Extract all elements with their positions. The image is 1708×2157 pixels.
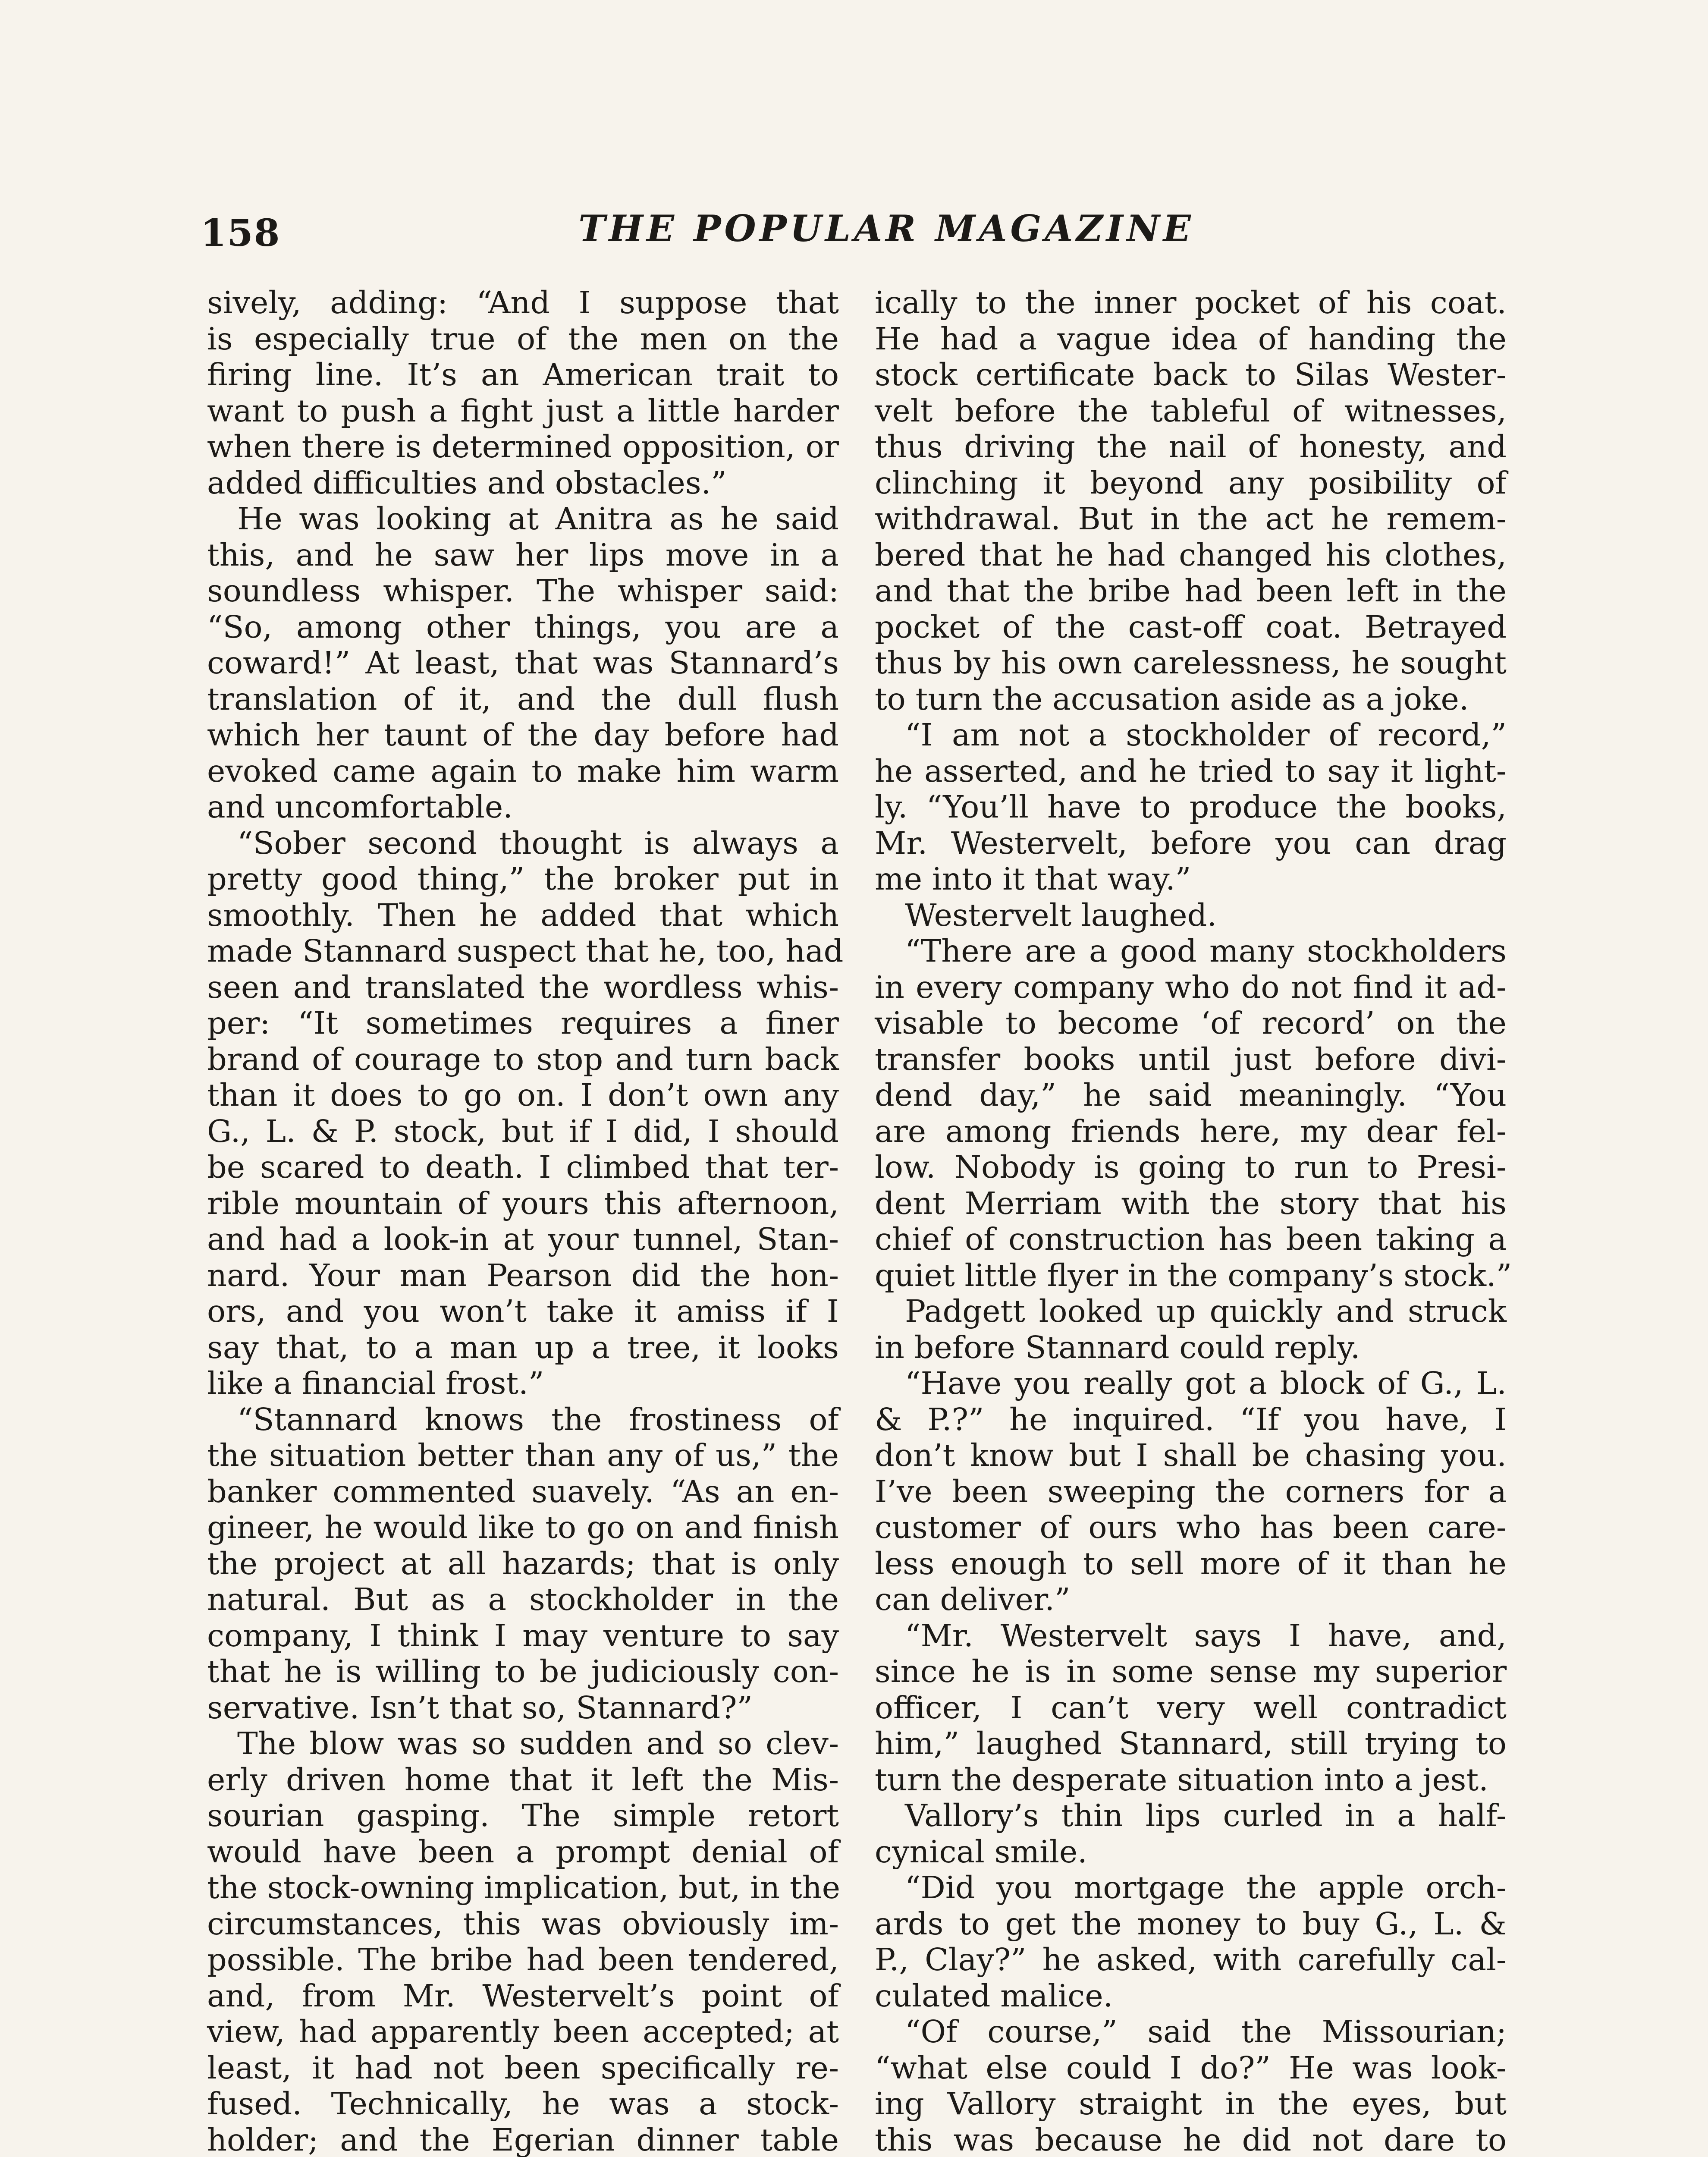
text-line: “what else could I do?” He was look- [875, 2050, 1507, 2086]
text-line: smoothly. Then he added that which [207, 897, 839, 933]
text-line: company, I think I may venture to say [207, 1617, 839, 1654]
text-line: in every company who do not find it ad- [875, 969, 1507, 1005]
text-line: “I am not a stockholder of record,” [905, 717, 1507, 753]
text-line: would have been a prompt denial of [207, 1833, 839, 1870]
text-line: this, and he saw her lips move in a [207, 537, 839, 573]
text-line: “Have you really got a block of G., L. [905, 1365, 1507, 1401]
text-line: gineer, he would like to go on and finish [207, 1509, 839, 1545]
text-line: than it does to go on. I don’t own any [207, 1077, 839, 1113]
text-line: The blow was so sudden and so clev- [237, 1726, 839, 1761]
text-line: & P.?” he inquired. “If you have, I [875, 1401, 1507, 1437]
text-line: ors, and you won’t take it amiss if I [207, 1293, 839, 1329]
text-line: and, from Mr. Westervelt’s point of [207, 1978, 839, 2014]
text-line: in before Stannard could reply. [875, 1329, 1360, 1365]
text-line: G., L. & P. stock, but if I did, I should [207, 1113, 839, 1149]
text-line: thus by his own carelessness, he sought [875, 645, 1507, 681]
text-line: per: “It sometimes requires a finer [207, 1005, 839, 1041]
text-line: translation of it, and the dull flush [207, 681, 839, 717]
text-line: circumstances, this was obviously im- [207, 1905, 839, 1942]
text-line: don’t know but I shall be chasing you. [875, 1437, 1507, 1473]
text-line: customer of ours who has been care- [875, 1509, 1507, 1545]
text-line: coward!” At least, that was Stannard’s [207, 645, 839, 681]
text-line: added difficulties and obstacles.” [207, 465, 727, 501]
text-line: can deliver.” [875, 1582, 1071, 1617]
text-line: to turn the accusation aside as a joke. [875, 681, 1469, 717]
text-line: “There are a good many stockholders [905, 933, 1507, 969]
text-line: ing Vallory straight in the eyes, but [875, 2086, 1507, 2122]
text-line: sively, adding: “And I suppose that [207, 285, 839, 321]
text-line: “Stannard knows the frostiness of [237, 1401, 839, 1437]
text-line: and uncomfortable. [207, 789, 513, 825]
text-line: erly driven home that it left the Mis- [207, 1761, 839, 1798]
text-line: say that, to a man up a tree, it looks [207, 1329, 839, 1365]
text-line: natural. But as a stockholder in the [207, 1582, 839, 1617]
text-line: bered that he had changed his clothes, [875, 537, 1507, 573]
text-line: transfer books until just before divi- [875, 1041, 1507, 1077]
text-line: low. Nobody is going to run to Presi- [875, 1149, 1507, 1185]
text-line: culated malice. [875, 1978, 1113, 2014]
text-line: officer, I can’t very well contradict [875, 1689, 1507, 1726]
text-line: servative. Isn’t that so, Stannard?” [207, 1689, 753, 1726]
text-line: Padgett looked up quickly and struck [905, 1293, 1507, 1329]
text-line: thus driving the nail of honesty, and [875, 429, 1507, 465]
text-line: which her taunt of the day before had [207, 717, 839, 753]
text-line: brand of courage to stop and turn back [207, 1041, 839, 1077]
text-line: pocket of the cast-off coat. Betrayed [875, 609, 1507, 645]
text-line: withdrawal. But in the act he remem- [875, 501, 1507, 537]
text-line: the project at all hazards; that is only [207, 1545, 839, 1582]
text-line: banker commented suavely. “As an en- [207, 1473, 839, 1509]
text-line: ically to the inner pocket of his coat. [875, 285, 1507, 321]
text-line: this was because he did not dare to [875, 2122, 1507, 2157]
running-head: THE POPULAR MAGAZINE [578, 207, 1194, 250]
text-line: sourian gasping. The simple retort [207, 1798, 839, 1833]
text-line: “Sober second thought is always a [237, 825, 839, 861]
text-line: less enough to sell more of it than he [875, 1545, 1507, 1582]
text-line: nard. Your man Pearson did the hon- [207, 1257, 839, 1293]
text-line: P., Clay?” he asked, with carefully cal- [875, 1942, 1507, 1978]
text-line: rible mountain of yours this afternoon, [207, 1185, 839, 1221]
text-line: view, had apparently been accepted; at [207, 2014, 839, 2050]
text-line: He was looking at Anitra as he said [237, 501, 839, 537]
text-line: clinching it beyond any posibility of [875, 465, 1507, 501]
text-line: chief of construction has been taking a [875, 1221, 1507, 1257]
text-line: and that the bribe had been left in the [875, 573, 1507, 609]
text-line: “Of course,” said the Missourian; [905, 2014, 1507, 2050]
text-line: firing line. It’s an American trait to [207, 357, 839, 393]
text-line: possible. The bribe had been tendered, [207, 1942, 839, 1978]
text-line: “Did you mortgage the apple orch- [905, 1870, 1507, 1905]
text-line: I’ve been sweeping the corners for a [875, 1473, 1507, 1509]
text-line: holder; and the Egerian dinner table [207, 2122, 839, 2157]
text-line: cynical smile. [875, 1833, 1087, 1870]
text-line: him,” laughed Stannard, still trying to [875, 1726, 1507, 1761]
text-line: visable to become ‘of record’ on the [875, 1005, 1507, 1041]
text-line: “Mr. Westervelt says I have, and, [905, 1617, 1507, 1654]
text-line: when there is determined opposition, or [207, 429, 839, 465]
page-number: 158 [201, 211, 281, 255]
text-line: since he is in some sense my superior [875, 1654, 1507, 1689]
text-line: pretty good thing,” the broker put in [207, 861, 839, 897]
text-line: Westervelt laughed. [905, 897, 1217, 933]
text-line: dend day,” he said meaningly. “You [875, 1077, 1507, 1113]
text-line: turn the desperate situation into a jest. [875, 1761, 1488, 1798]
text-line: like a financial frost.” [207, 1365, 544, 1401]
right-text-column [875, 285, 1512, 2157]
text-line: stock certificate back to Silas Wester- [875, 357, 1507, 393]
text-line: the stock-owning implication, but, in the [207, 1870, 841, 1905]
text-line: “So, among other things, you are a [207, 609, 839, 645]
text-line: He had a vague idea of handing the [875, 321, 1507, 357]
text-line: be scared to death. I climbed that ter- [207, 1149, 839, 1185]
text-line: and had a look-in at your tunnel, Stan- [207, 1221, 839, 1257]
text-line: made Stannard suspect that he, too, had [207, 933, 844, 969]
text-line: want to push a fight just a little harder [207, 393, 839, 429]
text-line: velt before the tableful of witnesses, [875, 393, 1507, 429]
text-line: Vallory’s thin lips curled in a half- [905, 1798, 1507, 1833]
text-line: me into it that way.” [875, 861, 1191, 897]
text-line: fused. Technically, he was a stock- [207, 2086, 839, 2122]
text-line: are among friends here, my dear fel- [875, 1113, 1507, 1149]
text-line: ards to get the money to buy G., L. & [875, 1905, 1507, 1942]
text-line: least, it had not been specifically re- [207, 2050, 839, 2086]
text-line: is especially true of the men on the [207, 321, 839, 357]
left-text-column [207, 285, 844, 2157]
text-line: seen and translated the wordless whis- [207, 969, 839, 1005]
text-line: the situation better than any of us,” the [207, 1437, 839, 1473]
page-header [201, 203, 1572, 267]
text-line: Mr. Westervelt, before you can drag [875, 825, 1507, 861]
text-line: soundless whisper. The whisper said: [207, 573, 839, 609]
text-line: that he is willing to be judiciously con- [207, 1654, 839, 1689]
text-line: quiet little flyer in the company’s stock.” [875, 1257, 1512, 1293]
text-line: ly. “You’ll have to produce the books, [875, 789, 1507, 825]
text-line: he asserted, and he tried to say it light- [875, 753, 1507, 789]
text-line: evoked came again to make him warm [207, 753, 839, 789]
text-line: dent Merriam with the story that his [875, 1185, 1507, 1221]
